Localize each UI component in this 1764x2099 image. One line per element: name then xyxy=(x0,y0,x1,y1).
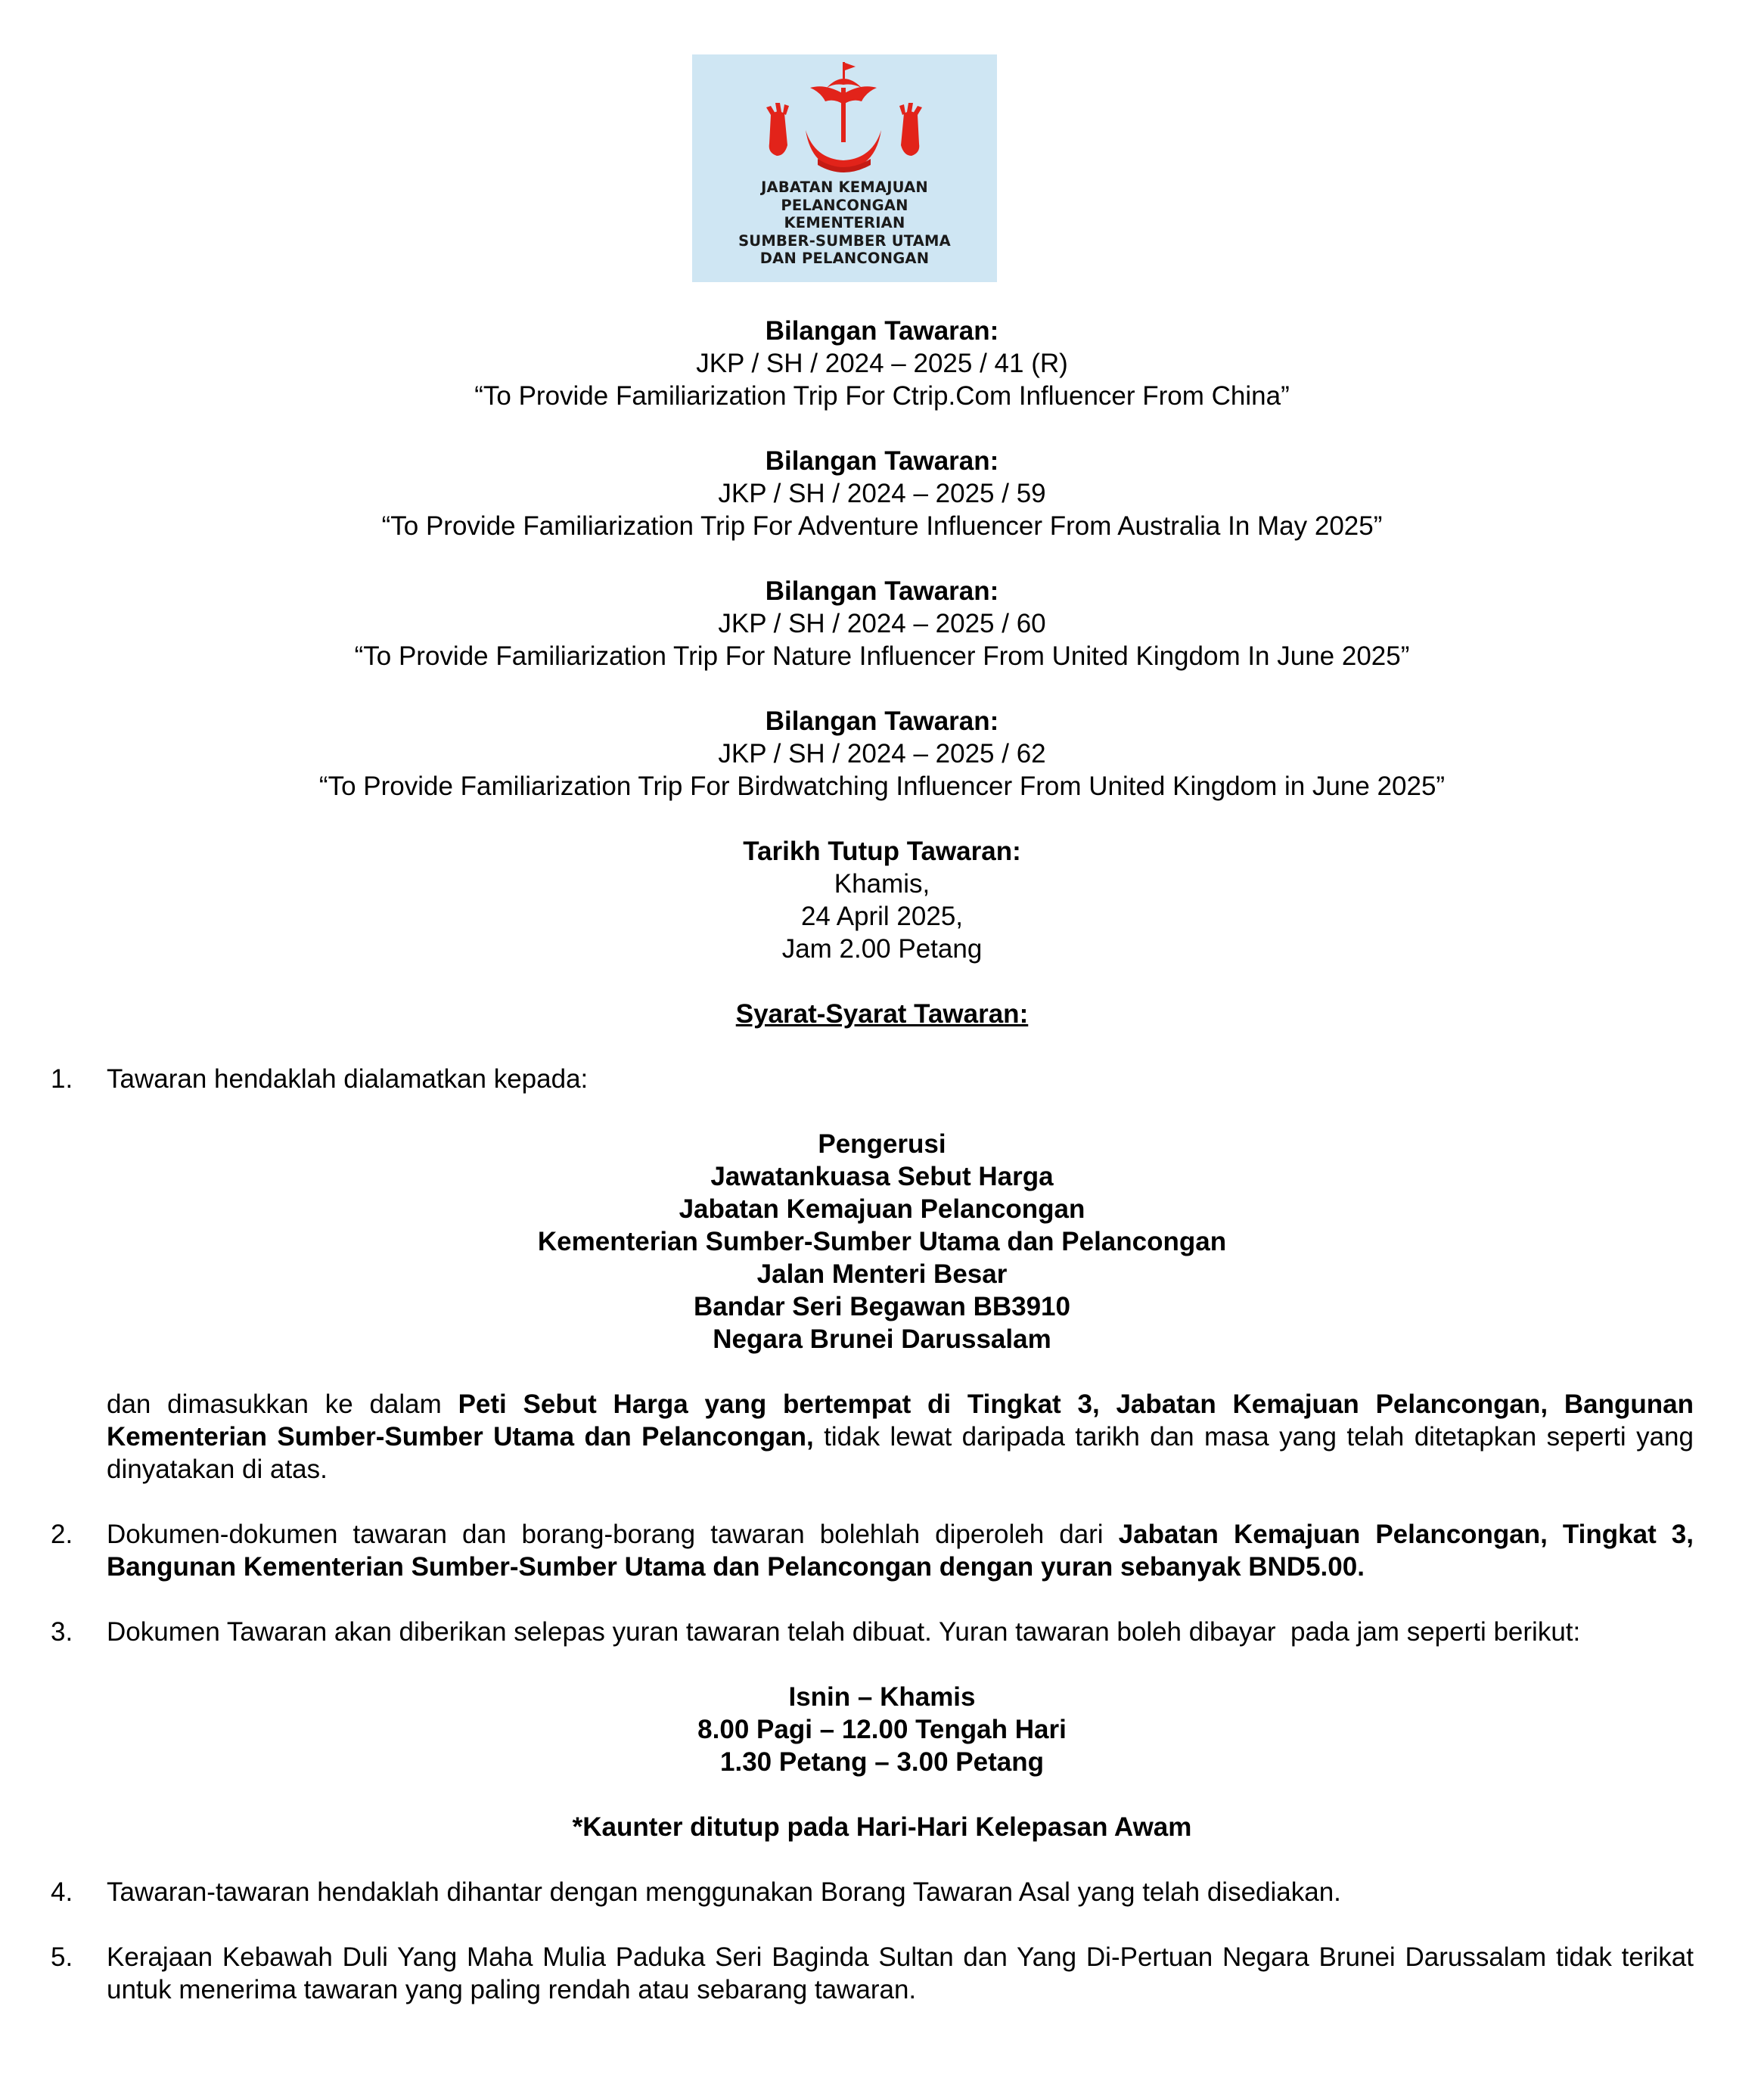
tender-block xyxy=(0,575,1764,672)
payment-hours-block xyxy=(0,1681,1764,1778)
address-line: Negara Brunei Darussalam xyxy=(713,1324,1051,1354)
item-number: 2. xyxy=(51,1520,73,1549)
hours-line: Isnin – Khamis xyxy=(788,1682,976,1712)
logo-line: KEMENTERIAN xyxy=(784,214,905,231)
item-number: 4. xyxy=(51,1877,73,1907)
tender-title: “To Provide Familiarization Trip For Adventure Influencer From Australia In May 2025” xyxy=(381,511,1383,541)
department-logo xyxy=(692,54,997,282)
tender-block xyxy=(0,705,1764,803)
item-text: Dokumen Tawaran akan diberikan selepas yuran tawaran telah dibuat. Yuran tawaran boleh dibayar pada jam seperti berikut: xyxy=(107,1617,1581,1647)
address-block xyxy=(0,1128,1764,1355)
item-number: 3. xyxy=(51,1617,73,1647)
address-line: Jalan Menteri Besar xyxy=(756,1259,1008,1289)
address-line: Jabatan Kemajuan Pelancongan xyxy=(679,1194,1085,1224)
address-line: Pengerusi xyxy=(818,1129,946,1159)
brunei-crest-emblem-icon xyxy=(692,54,997,179)
tender-block xyxy=(0,315,1764,412)
closing-time: Jam 2.00 Petang xyxy=(781,934,983,964)
address-line: Jawatankuasa Sebut Harga xyxy=(710,1162,1054,1191)
logo-text xyxy=(692,179,997,268)
item-text: Tawaran hendaklah dialamatkan kepada: xyxy=(107,1064,589,1094)
logo-line: SUMBER-SUMBER UTAMA xyxy=(738,231,951,250)
submission-paragraph xyxy=(107,1388,1694,1486)
item-bold-text: Jabatan Kemajuan Pelancongan, Tingkat 3, Bangunan Kementerian Sumber-Sumber Utama dan Pelancongan dengan yuran sebanyak BND5.00. xyxy=(107,1520,1694,1582)
closing-date: 24 April 2025, xyxy=(800,902,964,931)
closing-heading: Tarikh Tutup Tawaran: xyxy=(743,837,1021,866)
item-number: 1. xyxy=(51,1064,73,1094)
item-text xyxy=(107,1518,1694,1583)
tender-title: “To Provide Familiarization Trip For Nature Influencer From United Kingdom In June 2025” xyxy=(354,641,1410,671)
paragraph-text: tidak lewat daripada tarikh dan masa yang telah ditetapkan seperti yang dinyatakan di atas. xyxy=(107,1422,1694,1484)
address-line: Bandar Seri Begawan BB3910 xyxy=(694,1292,1070,1321)
logo-line: DAN PELANCONGAN xyxy=(759,250,930,267)
item-text: Kerajaan Kebawah Duli Yang Maha Mulia Paduka Seri Baginda Sultan dan Yang Di-Pertuan Negara Brunei Darussalam tidak terikat untuk menerima tawaran yang paling rendah atau sebarang tawaran. xyxy=(107,1942,1694,2004)
item-text-part: Dokumen-dokumen tawaran dan borang-borang tawaran bolehlah diperoleh dari xyxy=(107,1520,1119,1549)
closing-day: Khamis, xyxy=(834,869,930,899)
tender-heading: Bilangan Tawaran: xyxy=(765,446,999,476)
tender-number: JKP / SH / 2024 – 2025 / 62 xyxy=(718,739,1046,768)
paragraph-bold-text: Peti Sebut Harga yang bertempat di Tingkat 3, Jabatan Kemajuan Pelancongan, Bangunan Kementerian Sumber-Sumber Utama dan Pelancongan, xyxy=(107,1390,1694,1452)
tender-heading: Bilangan Tawaran: xyxy=(765,576,999,606)
item-number: 5. xyxy=(51,1942,73,1972)
hours-line: 1.30 Petang – 3.00 Petang xyxy=(720,1747,1044,1777)
logo-line: JABATAN KEMAJUAN xyxy=(761,179,928,196)
tender-number: JKP / SH / 2024 – 2025 / 41 (R) xyxy=(696,349,1068,378)
item-text: Tawaran-tawaran hendaklah dihantar dengan menggunakan Borang Tawaran Asal yang telah disediakan. xyxy=(107,1877,1341,1907)
conditions-heading-block xyxy=(0,998,1764,1030)
tender-heading: Bilangan Tawaran: xyxy=(765,706,999,736)
tender-heading: Bilangan Tawaran: xyxy=(765,316,999,346)
tender-title: “To Provide Familiarization Trip For Ctrip.Com Influencer From China” xyxy=(474,381,1290,411)
tender-number: JKP / SH / 2024 – 2025 / 60 xyxy=(718,609,1046,638)
tender-number: JKP / SH / 2024 – 2025 / 59 xyxy=(718,479,1046,508)
conditions-heading: Syarat-Syarat Tawaran: xyxy=(735,999,1029,1029)
tender-title: “To Provide Familiarization Trip For Birdwatching Influencer From United Kingdom in June 2025” xyxy=(318,772,1446,801)
closing-date-block xyxy=(0,835,1764,965)
address-line: Kementerian Sumber-Sumber Utama dan Pelancongan xyxy=(537,1227,1227,1256)
hours-line: 8.00 Pagi – 12.00 Tengah Hari xyxy=(697,1715,1067,1744)
holiday-note-block xyxy=(0,1811,1764,1843)
tender-block xyxy=(0,445,1764,542)
holiday-note: *Kaunter ditutup pada Hari-Hari Kelepasan Awam xyxy=(572,1812,1192,1842)
paragraph-text: dan dimasukkan ke dalam xyxy=(107,1390,458,1419)
logo-line: PELANCONGAN xyxy=(781,196,908,214)
